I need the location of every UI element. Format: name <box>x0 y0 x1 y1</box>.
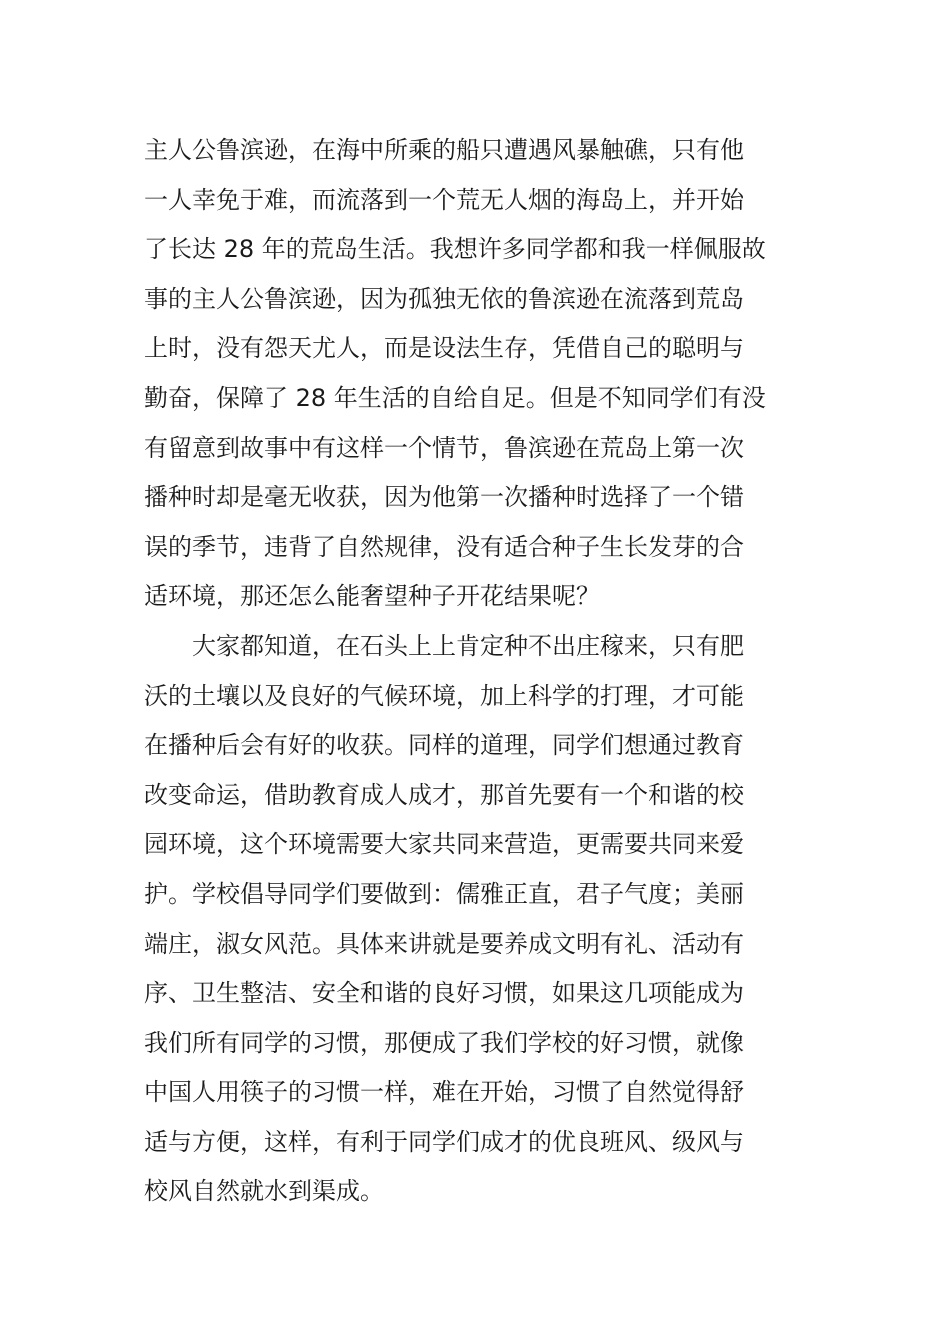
paragraph-line: 播种时却是毫无收获，因为他第一次播种时选择了一个错 <box>144 483 744 512</box>
paragraph-line: 我们所有同学的习惯，那便成了我们学校的好习惯，就像 <box>144 1028 744 1057</box>
paragraph-first-line: 大家都知道，在石头上上肯定种不出庄稼来，只有肥 <box>192 631 744 660</box>
paragraph-line: 上时，没有怨天尤人，而是设法生存，凭借自己的聪明与 <box>144 334 744 363</box>
paragraph-line: 误的季节，违背了自然规律，没有适合种子生长发芽的合 <box>144 532 744 561</box>
paragraph-2 <box>144 622 804 1217</box>
paragraph-line: 有留意到故事中有这样一个情节，鲁滨逊在荒岛上第一次 <box>144 433 744 462</box>
document-body <box>144 126 804 1217</box>
paragraph-line: 主人公鲁滨逊，在海中所乘的船只遭遇风暴触礁，只有他 <box>144 136 744 164</box>
paragraph-line: 园环境，这个环境需要大家共同来营造，更需要共同来爱 <box>144 830 744 859</box>
paragraph-line: 沃的土壤以及良好的气候环境，加上科学的打理，才可能 <box>144 681 744 710</box>
paragraph-line: 护。学校倡导同学们要做到：儒雅正直，君子气度；美丽 <box>144 879 744 908</box>
paragraph-line: 改变命运，借助教育成人成才，那首先要有一个和谐的校 <box>144 780 744 809</box>
paragraph-line: 中国人用筷子的习惯一样，难在开始，习惯了自然觉得舒 <box>144 1078 744 1107</box>
paragraph-line: 适与方便，这样，有利于同学们成才的优良班风、级风与 <box>144 1127 744 1156</box>
paragraph-line: 一人幸免于难，而流落到一个荒无人烟的海岛上，并开始 <box>144 185 744 214</box>
paragraph-line: 端庄，淑女风范。具体来讲就是要养成文明有礼、活动有 <box>144 929 744 958</box>
paragraph-line: 适环境，那还怎么能奢望种子开花结果呢？ <box>144 582 600 611</box>
paragraph-line: 在播种后会有好的收获。同样的道理，同学们想通过教育 <box>144 731 744 760</box>
paragraph-1 <box>144 126 804 622</box>
paragraph-line: 勤奋，保障了 28 年生活的自给自足。但是不知同学们有没 <box>144 383 766 412</box>
paragraph-line: 事的主人公鲁滨逊，因为孤独无依的鲁滨逊在流落到荒岛 <box>144 284 744 313</box>
paragraph-line: 了长达 28 年的荒岛生活。我想许多同学都和我一样佩服故 <box>144 235 766 264</box>
paragraph-line: 序、卫生整洁、安全和谐的良好习惯，如果这几项能成为 <box>144 979 744 1008</box>
paragraph-line: 校风自然就水到渠成。 <box>144 1177 384 1206</box>
